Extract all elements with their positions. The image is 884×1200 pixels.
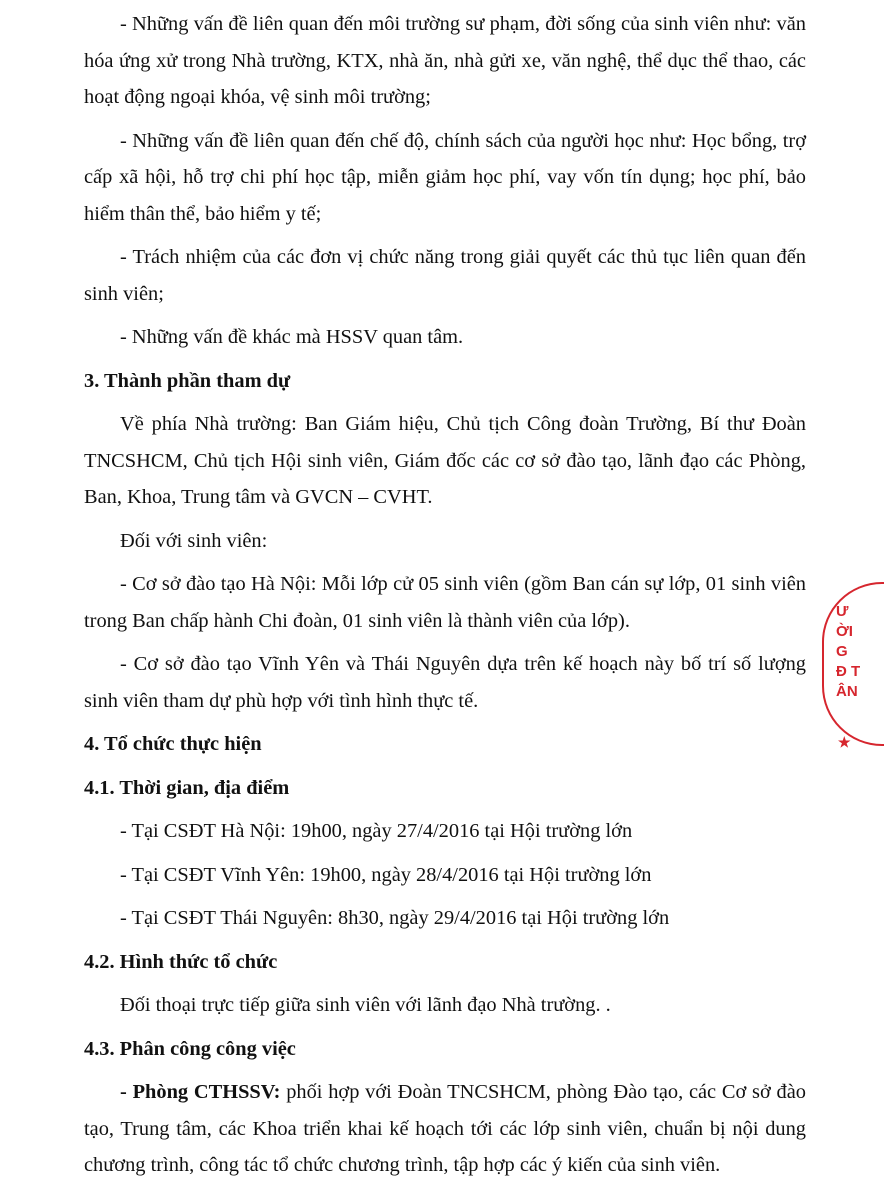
document-body [84, 0, 806, 1184]
section-4-3-paragraph [84, 1074, 806, 1184]
section-4-heading: 4. Tổ chức thực hiện [84, 733, 262, 755]
section-4-2-heading: 4.2. Hình thức tổ chức [84, 950, 278, 973]
section-4-1-heading: 4.1. Thời gian, địa điểm [84, 776, 290, 799]
seal-text: Ư ỜI G Đ T ÂN [836, 603, 861, 700]
section-3-heading: 3. Thành phần tham dự [84, 369, 291, 392]
schedule-thai-nguyen: - Tại CSĐT Thái Nguyên: 8h30, ngày 29/4/2016 tại Hội trường lớn [120, 907, 670, 929]
section-4-3-text: phối hợp với Đoàn TNCSHCM, phòng Đào tạo, các Cơ sở đào tạo, Trung tâm, các Khoa triển khai kế hoạch tới các lớp sinh viên, chuẩn bị nội dung chương trình, công tác tổ chức chương trình, tập hợp các ý kiến của sinh viên. [84, 1081, 806, 1176]
section-4-3-lead: - Phòng CTHSSV: [120, 1081, 281, 1103]
schedule-vinh-yen: - Tại CSĐT Vĩnh Yên: 19h00, ngày 28/4/2016 tại Hội trường lớn [120, 863, 652, 886]
section-3-students-intro: Đối với sinh viên: [120, 529, 268, 552]
section-3-hanoi: - Cơ sở đào tạo Hà Nội: Mỗi lớp cử 05 sinh viên (gồm Ban cán sự lớp, 01 sinh viên trong Ban chấp hành Chi đoàn, 01 sinh viên là thành viên của lớp). [84, 573, 806, 632]
section-3-others: - Cơ sở đào tạo Vĩnh Yên và Thái Nguyên dựa trên kế hoạch này bố trí số lượng sinh viên tham dự phù hợp với tình hình thực tế. [84, 653, 806, 712]
intro-paragraph-4: - Những vấn đề khác mà HSSV quan tâm. [120, 326, 464, 348]
intro-paragraph-1: - Những vấn đề liên quan đến môi trường sư phạm, đời sống của sinh viên như: văn hóa ứng xử trong Nhà trường, KTX, nhà ăn, nhà gửi xe, văn nghệ, thể dục thể thao, các hoạt động ngoại khóa, vệ sinh môi trường; [84, 13, 806, 108]
intro-paragraph-3: - Trách nhiệm của các đơn vị chức năng trong giải quyết các thủ tục liên quan đến sinh viên; [84, 246, 806, 305]
section-3-school-side: Về phía Nhà trường: Ban Giám hiệu, Chủ tịch Công đoàn Trường, Bí thư Đoàn TNCSHCM, Chủ tịch Hội sinh viên, Giám đốc các cơ sở đào tạo, lãnh đạo các Phòng, Ban, Khoa, Trung tâm và GVCN – CVHT. [84, 413, 806, 508]
section-4-2-text: Đối thoại trực tiếp giữa sinh viên với lãnh đạo Nhà trường. . [120, 994, 611, 1016]
seal-star-icon: ★ [838, 734, 851, 750]
red-seal-stamp [818, 582, 878, 752]
intro-paragraph-2: - Những vấn đề liên quan đến chế độ, chính sách của người học như: Học bổng, trợ cấp xã hội, hỗ trợ chi phí học tập, miễn giảm học phí, vay vốn tín dụng; học phí, bảo hiểm thân thể, bảo hiểm y tế; [84, 129, 806, 225]
section-4-3-heading: 4.3. Phân công công việc [84, 1037, 296, 1060]
schedule-hanoi: - Tại CSĐT Hà Nội: 19h00, ngày 27/4/2016 tại Hội trường lớn [120, 820, 633, 842]
